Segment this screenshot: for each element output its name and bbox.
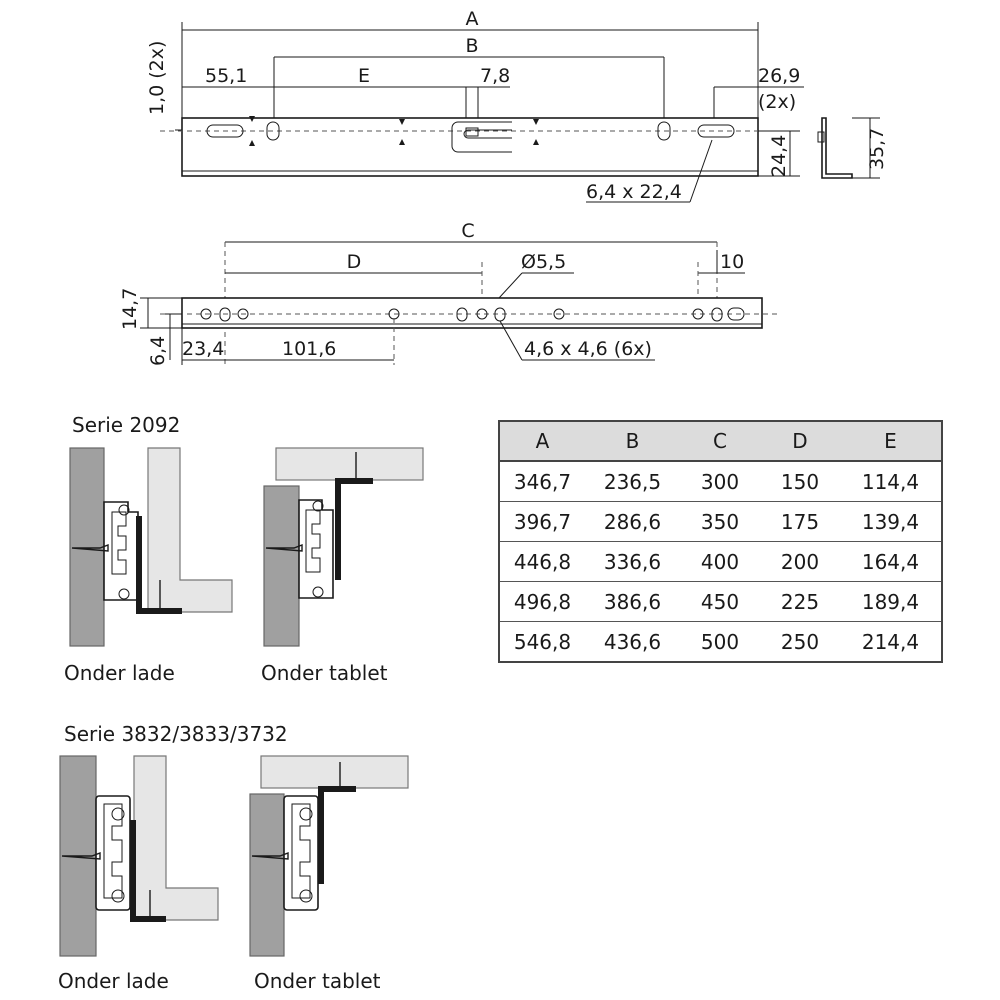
label-1-0: 1,0 (2x): [146, 40, 168, 115]
table-header-row: [499, 421, 942, 461]
l-profile: [822, 118, 852, 178]
table-cell: 346,7: [499, 461, 585, 502]
label-101-6: 101,6: [282, 338, 337, 360]
label-2x: (2x): [758, 91, 797, 113]
label-6-4: 6,4: [147, 335, 169, 366]
table-cell: 450: [680, 582, 760, 622]
label-7-8: 7,8: [480, 65, 511, 87]
label-26-9: 26,9: [758, 65, 801, 87]
table-header: D: [760, 421, 840, 461]
label-A: A: [465, 8, 479, 30]
table-cell: 396,7: [499, 502, 585, 542]
label-10: 10: [720, 251, 745, 273]
table-cell: 436,6: [585, 622, 680, 663]
table-row: [499, 582, 942, 622]
serie-2092-title: Serie 2092: [72, 413, 181, 437]
serie-3832-title: Serie 3832/3833/3732: [64, 722, 288, 746]
table-row: [499, 461, 942, 502]
rail-top-view: [146, 8, 888, 203]
table-cell: 164,4: [840, 542, 942, 582]
diagram-3832-onder-tablet: [250, 756, 408, 956]
table-cell: 114,4: [840, 461, 942, 502]
label-C: C: [461, 220, 475, 242]
label-dia: Ø5,5: [521, 251, 567, 273]
table-cell: 350: [680, 502, 760, 542]
table-header: B: [585, 421, 680, 461]
table-cell: 150: [760, 461, 840, 502]
table-row: [499, 542, 942, 582]
table-cell: 286,6: [585, 502, 680, 542]
table-cell: 500: [680, 622, 760, 663]
table-cell: 250: [760, 622, 840, 663]
serie-3832-left-caption: Onder lade: [58, 969, 169, 993]
table-cell: 200: [760, 542, 840, 582]
table-cell: 175: [760, 502, 840, 542]
label-square: 4,6 x 4,6 (6x): [524, 338, 652, 360]
table-header: E: [840, 421, 942, 461]
diagram-2092-onder-lade: [70, 448, 232, 646]
table-cell: 236,5: [585, 461, 680, 502]
table-cell: 496,8: [499, 582, 585, 622]
table-cell: 400: [680, 542, 760, 582]
label-35-7: 35,7: [866, 127, 888, 170]
label-D: D: [346, 251, 362, 273]
rail-side-view: [119, 220, 780, 366]
table-cell: 225: [760, 582, 840, 622]
serie-2092-left-caption: Onder lade: [64, 661, 175, 685]
table-cell: 386,6: [585, 582, 680, 622]
label-55-1: 55,1: [205, 65, 248, 87]
table-header: A: [499, 421, 585, 461]
dimensions-table: [498, 420, 943, 663]
table-cell: 139,4: [840, 502, 942, 542]
diagram-3832-onder-lade: [60, 756, 218, 956]
label-24-4: 24,4: [768, 134, 790, 177]
label-slot: 6,4 x 22,4: [586, 181, 682, 203]
table-cell: 546,8: [499, 622, 585, 663]
table-cell: 336,6: [585, 542, 680, 582]
label-B: B: [465, 35, 479, 57]
serie-2092-right-caption: Onder tablet: [261, 661, 388, 685]
table-cell: 300: [680, 461, 760, 502]
table-cell: 446,8: [499, 542, 585, 582]
rail-plate: [182, 118, 758, 176]
table-header: C: [680, 421, 760, 461]
table-cell: 214,4: [840, 622, 942, 663]
label-23-4: 23,4: [182, 338, 225, 360]
diagram-2092-onder-tablet: [264, 448, 423, 646]
table-row: [499, 622, 942, 663]
label-E: E: [357, 65, 371, 87]
table-row: [499, 502, 942, 542]
label-14-7: 14,7: [119, 287, 141, 330]
serie-3832-right-caption: Onder tablet: [254, 969, 381, 993]
table-cell: 189,4: [840, 582, 942, 622]
